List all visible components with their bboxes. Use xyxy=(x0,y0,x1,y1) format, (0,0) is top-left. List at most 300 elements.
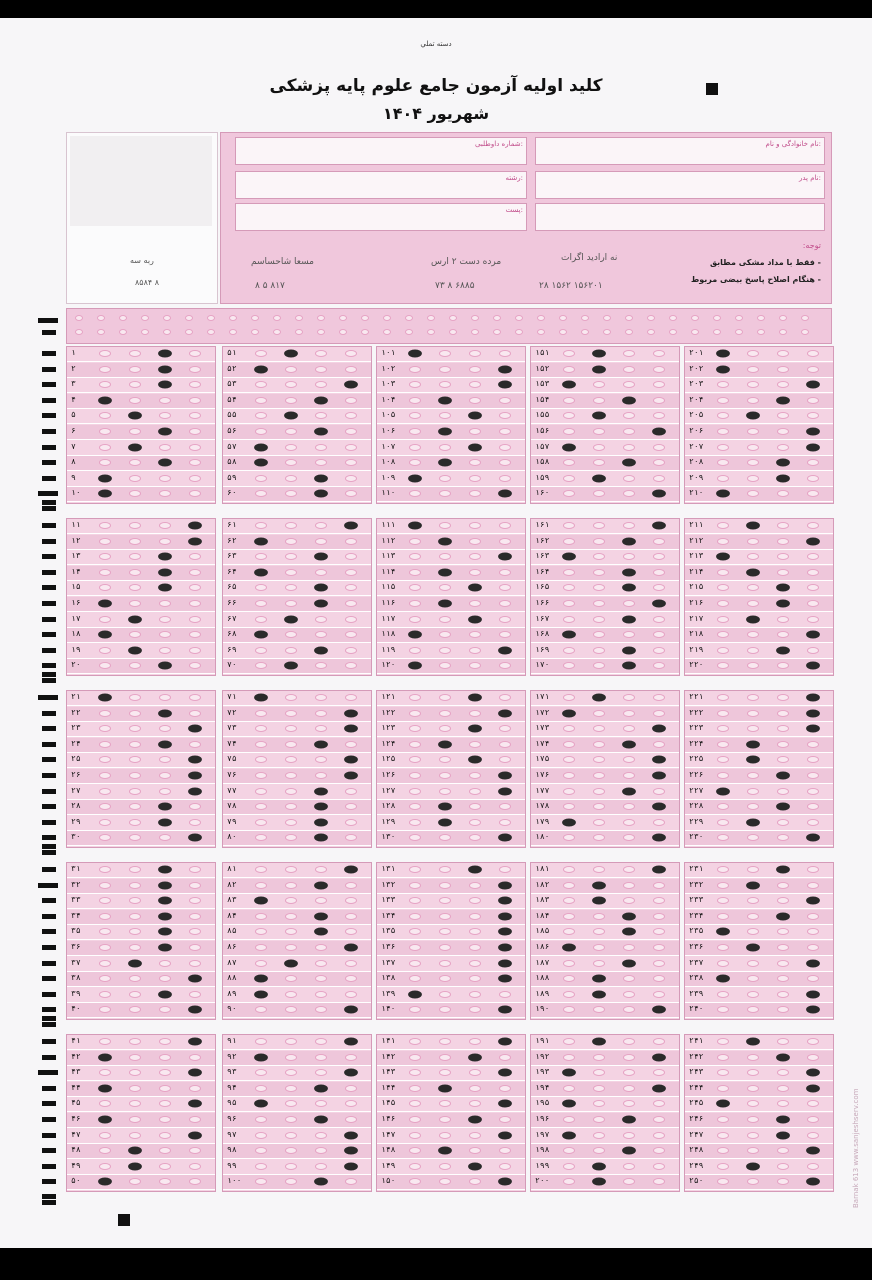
question-row xyxy=(67,394,215,409)
question-row xyxy=(377,535,525,550)
answer-bubble xyxy=(129,725,141,732)
question-number: ۱۷۰ xyxy=(535,660,550,670)
answer-bubble xyxy=(315,991,327,998)
question-number: ۲۰۷ xyxy=(689,441,704,451)
id-bubble xyxy=(537,329,545,335)
answer-bubble xyxy=(469,772,481,779)
question-row xyxy=(377,394,525,409)
answer-bubble xyxy=(439,897,451,904)
answer-bubble-filled xyxy=(776,584,790,592)
answer-bubble xyxy=(777,662,789,669)
id-bubble xyxy=(273,315,281,321)
answer-bubble xyxy=(469,819,481,826)
question-number: ۲۲۲ xyxy=(689,707,704,717)
question-number: ۱۱۷ xyxy=(381,613,396,623)
question-number: ۱۴ xyxy=(71,566,81,576)
answer-bubble-filled xyxy=(408,631,422,639)
answer-bubble xyxy=(807,459,819,466)
question-row xyxy=(685,816,833,831)
answer-bubble xyxy=(159,788,171,795)
answer-bubble-filled xyxy=(468,584,482,592)
id-bubble xyxy=(757,315,765,321)
question-number: ۲۱۶ xyxy=(689,598,704,607)
answer-bubble-filled xyxy=(716,349,730,357)
question-number: ۱۲۲ xyxy=(381,707,396,717)
answer-bubble xyxy=(345,631,357,638)
id-bubble xyxy=(493,329,501,335)
answer-bubble xyxy=(99,803,111,810)
answer-bubble-filled xyxy=(776,1053,790,1061)
question-row xyxy=(531,347,679,362)
answer-bubble xyxy=(439,1100,451,1107)
answer-bubble xyxy=(189,459,201,466)
answer-bubble-filled xyxy=(408,990,422,998)
question-row xyxy=(223,769,371,784)
answer-bubble xyxy=(593,522,605,529)
question-number: ۱۴۰ xyxy=(381,1004,396,1014)
question-number: ۱۲۶ xyxy=(381,770,396,779)
question-number: ۱۳۰ xyxy=(381,832,396,842)
id-bubble xyxy=(449,315,457,321)
answer-bubble xyxy=(439,694,451,701)
answer-bubble xyxy=(439,584,451,591)
answer-block xyxy=(66,346,216,504)
id-bubble xyxy=(141,315,149,321)
answer-bubble xyxy=(747,553,759,560)
answer-bubble xyxy=(439,522,451,529)
answer-bubble xyxy=(469,882,481,889)
answer-bubble xyxy=(129,1132,141,1139)
id-bubble xyxy=(581,329,589,335)
question-row xyxy=(67,1097,215,1112)
answer-bubble-filled xyxy=(98,1178,112,1186)
answer-bubble xyxy=(623,1100,635,1107)
answer-bubble xyxy=(285,1132,297,1139)
question-number: ۱۵۰ xyxy=(381,1176,396,1186)
answer-bubble-filled xyxy=(468,1115,482,1123)
answer-bubble-filled xyxy=(128,412,142,420)
answer-bubble xyxy=(99,772,111,779)
question-number: ۱۵۹ xyxy=(535,472,550,482)
question-row xyxy=(685,1097,833,1112)
answer-bubble-filled xyxy=(652,427,666,435)
question-row xyxy=(685,972,833,987)
answer-bubble xyxy=(315,1054,327,1061)
answer-bubble xyxy=(345,350,357,357)
question-number: ۲۱۳ xyxy=(689,551,704,561)
question-row xyxy=(685,800,833,815)
answer-bubble-filled xyxy=(128,646,142,654)
answer-bubble-filled xyxy=(188,1006,202,1014)
answer-bubble xyxy=(285,1054,297,1061)
answer-bubble xyxy=(409,897,421,904)
answer-bubble xyxy=(255,960,267,967)
answer-bubble xyxy=(777,960,789,967)
answer-bubble xyxy=(777,834,789,841)
timing-mark xyxy=(42,554,56,559)
question-number: ۴۶ xyxy=(71,1114,81,1123)
answer-bubble xyxy=(255,710,267,717)
question-row xyxy=(377,972,525,987)
answer-bubble xyxy=(469,928,481,935)
question-row xyxy=(67,738,215,753)
answer-bubble xyxy=(593,1132,605,1139)
answer-bubble-filled xyxy=(806,959,820,967)
timing-mark xyxy=(42,663,56,668)
timing-mark xyxy=(42,992,56,997)
question-number: ۸۰ xyxy=(227,832,237,842)
question-number: ۱۹۴ xyxy=(535,1082,550,1092)
answer-bubble xyxy=(409,600,421,607)
answer-bubble xyxy=(593,756,605,763)
answer-bubble-filled xyxy=(498,1037,512,1045)
answer-bubble xyxy=(777,788,789,795)
question-row xyxy=(685,769,833,784)
answer-bubble xyxy=(717,1069,729,1076)
id-bubble xyxy=(559,329,567,335)
answer-bubble-filled xyxy=(622,646,636,654)
answer-bubble xyxy=(315,897,327,904)
answer-bubble-filled xyxy=(562,1131,576,1139)
question-number: ۱۰۹ xyxy=(381,472,396,482)
answer-bubble xyxy=(285,944,297,951)
answer-bubble xyxy=(315,662,327,669)
timing-mark xyxy=(42,1055,56,1060)
answer-bubble xyxy=(717,913,729,920)
answer-bubble xyxy=(345,694,357,701)
answer-bubble xyxy=(653,381,665,388)
answer-bubble xyxy=(777,741,789,748)
answer-bubble xyxy=(623,991,635,998)
answer-bubble xyxy=(439,1006,451,1013)
answer-bubble xyxy=(469,631,481,638)
question-number: ۲۱۰ xyxy=(689,488,704,498)
answer-bubble xyxy=(129,600,141,607)
answer-bubble-filled xyxy=(284,412,298,420)
answer-bubble xyxy=(315,1006,327,1013)
answer-bubble-filled xyxy=(254,443,268,451)
question-number: ۵۶ xyxy=(227,426,237,435)
question-row xyxy=(223,1051,371,1066)
answer-bubble xyxy=(563,397,575,404)
question-row xyxy=(67,753,215,768)
answer-bubble xyxy=(129,1116,141,1123)
question-number: ۱۶۵ xyxy=(535,582,550,592)
question-row xyxy=(377,597,525,612)
answer-bubble-filled xyxy=(314,787,328,795)
answer-bubble-filled xyxy=(468,693,482,701)
answer-bubble xyxy=(129,1178,141,1185)
id-bubble xyxy=(691,315,699,321)
question-number: ۴۳ xyxy=(71,1067,81,1077)
question-row xyxy=(377,1175,525,1190)
family-name-field: نام خانوادگی و نام: xyxy=(535,137,825,165)
question-row xyxy=(377,1097,525,1112)
answer-bubble xyxy=(255,1006,267,1013)
question-number: ۱۹۹ xyxy=(535,1160,550,1170)
answer-bubble xyxy=(563,834,575,841)
answer-bubble-filled xyxy=(314,1115,328,1123)
answer-bubble xyxy=(409,1163,421,1170)
timing-mark xyxy=(42,648,56,653)
answer-bubble xyxy=(807,350,819,357)
question-number: ۵ xyxy=(71,410,76,420)
question-row xyxy=(531,1144,679,1159)
answer-bubble xyxy=(653,788,665,795)
id-bubble xyxy=(735,315,743,321)
question-number: ۱۶۶ xyxy=(535,598,550,607)
answer-bubble-filled xyxy=(254,693,268,701)
question-number: ۳۴ xyxy=(71,910,81,920)
id-bubble xyxy=(97,315,105,321)
answer-bubble xyxy=(129,756,141,763)
question-number: ۲۳۴ xyxy=(689,910,704,920)
answer-bubble-filled xyxy=(344,771,358,779)
id-bubble xyxy=(339,315,347,321)
question-number: ۱۷۶ xyxy=(535,770,550,779)
answer-bubble xyxy=(747,428,759,435)
question-number: ۱۷ xyxy=(71,613,81,623)
answer-bubble-filled xyxy=(806,709,820,717)
answer-bubble-filled xyxy=(188,725,202,733)
answer-bubble-filled xyxy=(158,943,172,951)
answer-bubble xyxy=(563,1116,575,1123)
answer-bubble xyxy=(439,834,451,841)
id-bubble xyxy=(251,329,259,335)
answer-bubble-filled xyxy=(254,1100,268,1108)
question-row xyxy=(531,409,679,424)
answer-bubble-filled xyxy=(498,881,512,889)
answer-bubble xyxy=(623,772,635,779)
question-number: ۲۹ xyxy=(71,816,81,826)
question-number: ۱۴۹ xyxy=(381,1160,396,1170)
answer-bubble xyxy=(593,444,605,451)
question-row xyxy=(223,800,371,815)
question-row xyxy=(67,550,215,565)
question-number: ۳۸ xyxy=(71,973,81,983)
question-row xyxy=(377,910,525,925)
answer-bubble xyxy=(159,1006,171,1013)
answer-bubble xyxy=(255,1147,267,1154)
question-number: ۵۱ xyxy=(227,348,237,357)
answer-bubble xyxy=(563,1147,575,1154)
answer-bubble xyxy=(593,1100,605,1107)
answer-bubble xyxy=(469,1132,481,1139)
question-row xyxy=(531,925,679,940)
question-row xyxy=(223,1066,371,1081)
answer-bubble-filled xyxy=(592,693,606,701)
answer-bubble xyxy=(129,975,141,982)
answer-bubble xyxy=(255,788,267,795)
question-row xyxy=(531,941,679,956)
question-number: ۱۳۸ xyxy=(381,973,396,983)
answer-bubble xyxy=(469,397,481,404)
timing-mark xyxy=(38,1070,58,1075)
answer-bubble xyxy=(563,584,575,591)
answer-bubble xyxy=(285,1085,297,1092)
question-row xyxy=(531,472,679,487)
answer-bubble xyxy=(747,475,759,482)
handwriting-code-4: ۸ ۵ ۸۱۷ xyxy=(255,281,285,291)
question-row xyxy=(67,910,215,925)
answer-bubble xyxy=(747,538,759,545)
question-number: ۲۰۲ xyxy=(689,363,704,373)
answer-bubble xyxy=(129,553,141,560)
answer-bubble xyxy=(777,944,789,951)
answer-bubble-filled xyxy=(806,1147,820,1155)
answer-bubble xyxy=(469,428,481,435)
answer-bubble xyxy=(717,584,729,591)
question-row xyxy=(531,879,679,894)
answer-bubble xyxy=(469,991,481,998)
question-row xyxy=(223,988,371,1003)
id-bubble xyxy=(207,315,215,321)
question-number: ۱۳۶ xyxy=(381,942,396,951)
answer-bubble xyxy=(409,788,421,795)
answer-bubble xyxy=(189,1163,201,1170)
answer-bubble xyxy=(563,616,575,623)
answer-bubble-filled xyxy=(188,1069,202,1077)
answer-bubble xyxy=(409,756,421,763)
answer-bubble xyxy=(345,834,357,841)
answer-bubble xyxy=(439,631,451,638)
id-bubble xyxy=(207,329,215,335)
question-number: ۱۸۹ xyxy=(535,988,550,998)
question-number: ۸۴ xyxy=(227,910,237,920)
question-row xyxy=(685,644,833,659)
answer-bubble xyxy=(563,662,575,669)
answer-bubble xyxy=(717,1054,729,1061)
timing-mark xyxy=(42,351,56,356)
answer-bubble xyxy=(99,1069,111,1076)
answer-bubble xyxy=(255,741,267,748)
answer-bubble xyxy=(717,1038,729,1045)
answer-bubble xyxy=(653,928,665,935)
question-row xyxy=(223,644,371,659)
answer-bubble-filled xyxy=(344,756,358,764)
question-number: ۲ xyxy=(71,363,76,373)
answer-bubble xyxy=(285,991,297,998)
question-row xyxy=(67,925,215,940)
question-number: ۲۴۶ xyxy=(689,1114,704,1123)
answer-bubble xyxy=(99,975,111,982)
answer-bubble xyxy=(285,756,297,763)
answer-bubble xyxy=(129,490,141,497)
question-row xyxy=(531,456,679,471)
answer-bubble xyxy=(159,960,171,967)
answer-bubble xyxy=(469,366,481,373)
answer-bubble xyxy=(255,819,267,826)
question-row xyxy=(685,1144,833,1159)
answer-bubble xyxy=(777,1038,789,1045)
answer-bubble xyxy=(777,1163,789,1170)
question-number: ۱۰۶ xyxy=(381,426,396,435)
answer-bubble xyxy=(285,538,297,545)
answer-bubble xyxy=(623,944,635,951)
answer-bubble xyxy=(499,1085,511,1092)
answer-bubble xyxy=(255,1038,267,1045)
question-row xyxy=(531,1160,679,1175)
id-bubble xyxy=(427,315,435,321)
question-row xyxy=(531,535,679,550)
answer-bubble xyxy=(439,475,451,482)
id-bubble xyxy=(779,329,787,335)
question-number: ۱۱ xyxy=(71,520,81,529)
question-row xyxy=(223,1144,371,1159)
answer-block xyxy=(222,346,372,504)
answer-bubble xyxy=(439,882,451,889)
answer-bubble xyxy=(345,647,357,654)
question-number: ۱۱۴ xyxy=(381,566,396,576)
answer-bubble xyxy=(285,631,297,638)
answer-bubble xyxy=(499,1163,511,1170)
answer-bubble xyxy=(255,1163,267,1170)
question-number: ۷۹ xyxy=(227,816,237,826)
question-number: ۲۱۲ xyxy=(689,535,704,545)
answer-bubble xyxy=(747,866,759,873)
answer-bubble xyxy=(129,991,141,998)
question-row xyxy=(223,519,371,534)
answer-bubble-filled xyxy=(408,662,422,670)
answer-bubble xyxy=(563,538,575,545)
answer-bubble xyxy=(439,1163,451,1170)
answer-bubble xyxy=(409,397,421,404)
answer-bubble-filled xyxy=(314,834,328,842)
answer-bubble xyxy=(409,1100,421,1107)
timing-mark xyxy=(42,820,56,825)
answer-bubble xyxy=(189,553,201,560)
answer-block xyxy=(376,346,526,504)
question-number: ۹۳ xyxy=(227,1067,237,1077)
question-number: ۵۸ xyxy=(227,457,237,467)
question-number: ۲۰۰ xyxy=(535,1176,550,1186)
question-row xyxy=(223,941,371,956)
question-number: ۵۷ xyxy=(227,441,237,451)
answer-bubble xyxy=(99,569,111,576)
question-row xyxy=(377,644,525,659)
id-bubble xyxy=(537,315,545,321)
question-row xyxy=(377,550,525,565)
id-bubble xyxy=(427,329,435,335)
question-number: ۲۲۳ xyxy=(689,723,704,733)
answer-bubble-filled xyxy=(314,881,328,889)
question-row xyxy=(685,1003,833,1018)
answer-bubble xyxy=(653,1132,665,1139)
answer-bubble-filled xyxy=(314,818,328,826)
question-row xyxy=(67,1003,215,1018)
answer-bubble-filled xyxy=(158,381,172,389)
question-number: ۱۴۸ xyxy=(381,1145,396,1155)
answer-bubble xyxy=(593,600,605,607)
question-number: ۲۴۰ xyxy=(689,1004,704,1014)
answer-bubble-filled xyxy=(562,443,576,451)
answer-bubble xyxy=(159,1085,171,1092)
answer-bubble xyxy=(99,1006,111,1013)
id-bubble xyxy=(471,315,479,321)
answer-bubble xyxy=(159,397,171,404)
answer-bubble-filled xyxy=(314,912,328,920)
answer-bubble xyxy=(623,366,635,373)
id-bubble xyxy=(185,329,193,335)
answer-bubble xyxy=(469,350,481,357)
answer-bubble xyxy=(653,944,665,951)
question-number: ۲۱ xyxy=(71,692,81,701)
answer-bubble xyxy=(469,1147,481,1154)
question-number: ۲۴۷ xyxy=(689,1129,704,1139)
question-row xyxy=(67,347,215,362)
answer-bubble xyxy=(99,584,111,591)
question-row xyxy=(685,1160,833,1175)
